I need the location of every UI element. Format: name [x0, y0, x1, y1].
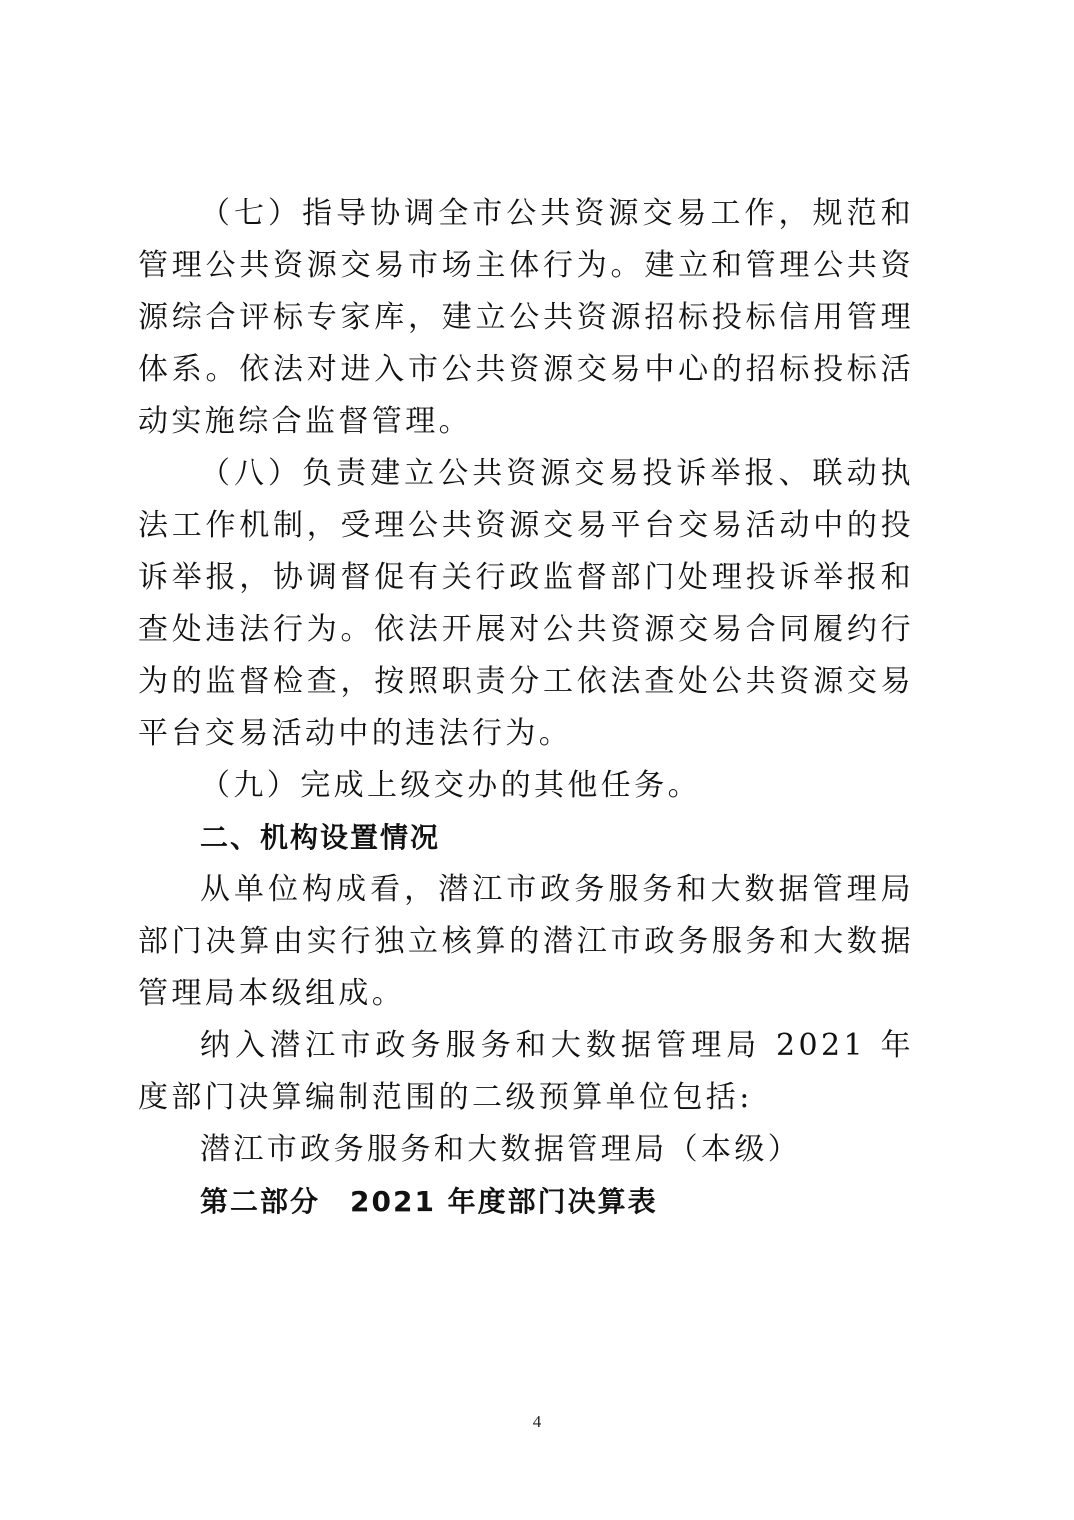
paragraph-budget-scope: 纳入潜江市政务服务和大数据管理局 2021 年度部门决算编制范围的二级预算单位包括: [138, 1028, 914, 1115]
part-heading-final-accounts: 第二部分 2021 年度部门决算表 [200, 1185, 658, 1218]
paragraph-unit-composition: 从单位构成看，潜江市政务服务和大数据管理局部门决算由实行独立核算的潜江市政务服务和大数据管理局本级组成。 [138, 872, 914, 1011]
paragraph-unit-name: 潜江市政务服务和大数据管理局（本级） [200, 1132, 802, 1167]
page-content [138, 188, 914, 1228]
paragraph-item-8: （八）负责建立公共资源交易投诉举报、联动执法工作机制，受理公共资源交易平台交易活动中的投诉举报，协调督促有关行政监督部门处理投诉举报和查处违法行为。依法开展对公共资源交易合同履约行为的监督检查，按照职责分工依法查处公共资源交易平台交易活动中的违法行为。 [138, 456, 914, 751]
section-heading-organization: 二、机构设置情况 [200, 821, 441, 854]
paragraph-item-7: （七）指导协调全市公共资源交易工作，规范和管理公共资源交易市场主体行为。建立和管理公共资源综合评标专家库，建立公共资源招标投标信用管理体系。依法对进入市公共资源交易中心的招标投标活动实施综合监督管理。 [138, 196, 914, 439]
page-number: 4 [532, 1412, 542, 1431]
paragraph-item-9: （九）完成上级交办的其他任务。 [200, 768, 701, 803]
